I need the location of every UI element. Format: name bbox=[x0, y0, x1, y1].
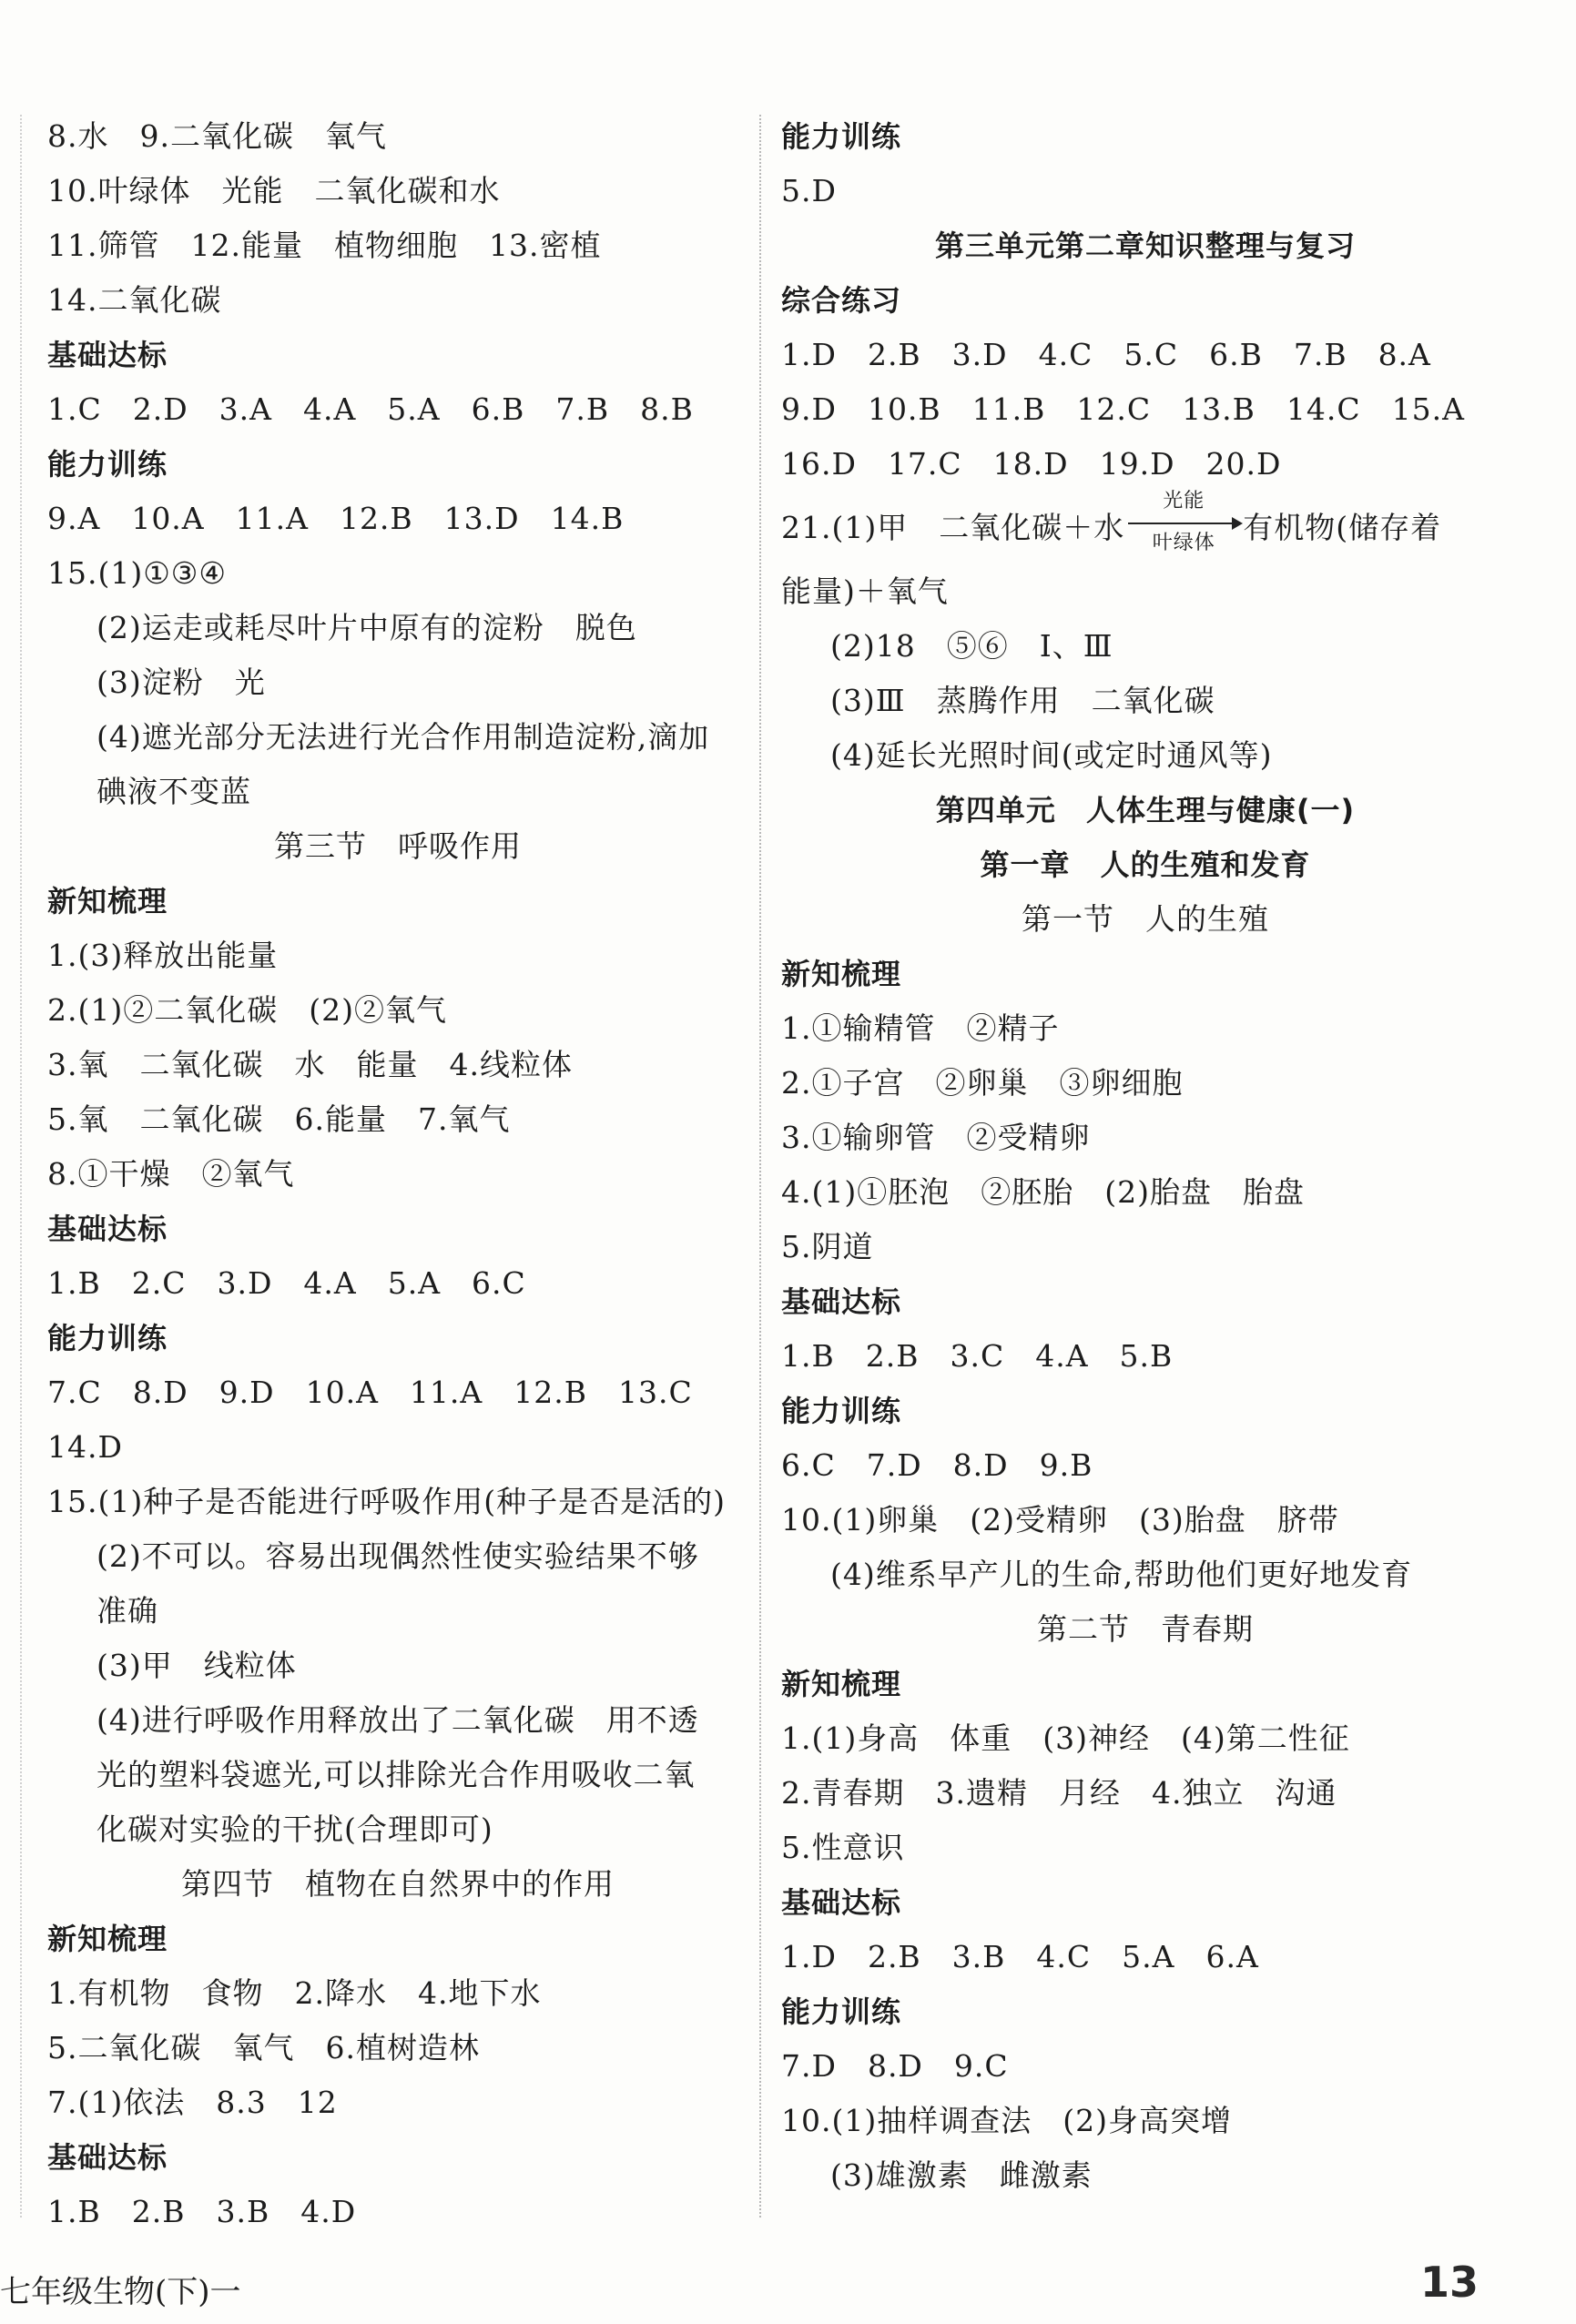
answer-line: 3.①输卵管 ②受精卵 bbox=[781, 1120, 1091, 1155]
chapter-title: 第三单元第二章知识整理与复习 bbox=[934, 228, 1356, 263]
right-column-upper bbox=[781, 109, 1510, 492]
answer-line: 2.青春期 3.遗精 月经 4.独立 沟通 bbox=[781, 1775, 1337, 1811]
section-heading: 能力训练 bbox=[781, 1994, 902, 2029]
chapter-title: 第四单元 人体生理与健康(一) bbox=[935, 793, 1356, 827]
answer-line: 5.氧 二氧化碳 6.能量 7.氧气 bbox=[47, 1101, 511, 1137]
answer-line: (4)延长光照时间(或定时通风等) bbox=[830, 737, 1273, 773]
answer-line: 2.(1)②二氧化碳 (2)②氧气 bbox=[47, 992, 447, 1028]
answer-line: 5.性意识 bbox=[781, 1830, 905, 1865]
arrow-condition-bottom: 叶绿体 bbox=[1152, 532, 1215, 554]
section-heading: 能力训练 bbox=[47, 1321, 168, 1355]
right-column bbox=[781, 109, 1510, 2203]
page-number: 13 bbox=[1420, 2258, 1479, 2307]
answer-line: 7.C 8.D 9.D 10.A 11.A 12.B 13.C bbox=[47, 1375, 693, 1410]
answer-line: 化碳对实验的干扰(合理即可) bbox=[97, 1812, 493, 1847]
answer-line: (4)遮光部分无法进行光合作用制造淀粉,滴加 bbox=[97, 719, 710, 755]
section-heading: 能力训练 bbox=[781, 119, 902, 154]
answer-line: 8.水 9.二氧化碳 氧气 bbox=[47, 118, 387, 154]
section-heading: 基础达标 bbox=[781, 1284, 902, 1319]
answer-line: (4)维系早产儿的生命,帮助他们更好地发育 bbox=[830, 1557, 1413, 1592]
chapter-title: 第三节 呼吸作用 bbox=[274, 828, 522, 864]
section-heading: 综合练习 bbox=[781, 283, 902, 318]
answer-line: (2)不可以。容易出现偶然性使实验结果不够 bbox=[97, 1538, 699, 1574]
answer-line: (2)运走或耗尽叶片中原有的淀粉 脱色 bbox=[97, 610, 637, 645]
answer-line: 15.(1)种子是否能进行呼吸作用(种子是否是活的) bbox=[47, 1484, 726, 1519]
answer-line: 10.(1)卵巢 (2)受精卵 (3)胎盘 脐带 bbox=[781, 1502, 1339, 1537]
arrow-icon bbox=[1128, 523, 1239, 524]
answer-line: 9.D 10.B 11.B 12.C 13.B 14.C 15.A bbox=[781, 391, 1465, 427]
reaction-arrow bbox=[1124, 490, 1243, 554]
section-heading: 新知梳理 bbox=[47, 884, 168, 918]
section-heading: 能力训练 bbox=[781, 1394, 902, 1428]
column-divider bbox=[759, 115, 761, 2217]
answer-line: 1.(1)身高 体重 (3)神经 (4)第二性征 bbox=[781, 1720, 1350, 1756]
footer-book-title: 七年级生物(下)一 bbox=[0, 2274, 241, 2310]
section-heading: 新知梳理 bbox=[781, 1667, 902, 1701]
answer-line: 1.D 2.B 3.D 4.C 5.C 6.B 7.B 8.A bbox=[781, 337, 1431, 372]
section-heading: 基础达标 bbox=[47, 338, 168, 372]
answer-line: 1.B 2.B 3.C 4.A 5.B bbox=[781, 1338, 1174, 1374]
answer-line: 16.D 17.C 18.D 19.D 20.D bbox=[781, 446, 1282, 482]
section-heading: 新知梳理 bbox=[781, 957, 902, 991]
answer-line: (3)Ⅲ 蒸腾作用 二氧化碳 bbox=[830, 683, 1215, 718]
left-margin-dots bbox=[20, 115, 22, 2217]
chapter-title: 第一节 人的生殖 bbox=[1022, 901, 1269, 937]
answer-line: 5.阴道 bbox=[781, 1229, 874, 1264]
answer-line: 1.①输精管 ②精子 bbox=[781, 1010, 1060, 1046]
section-heading: 能力训练 bbox=[47, 447, 168, 482]
answer-line: 碘液不变蓝 bbox=[97, 774, 251, 809]
answer-line: 14.D bbox=[47, 1429, 123, 1465]
equation-prefix: 21.(1)甲 二氧化碳＋水 bbox=[781, 510, 1125, 545]
answer-line: 3.氧 二氧化碳 水 能量 4.线粒体 bbox=[47, 1047, 573, 1082]
equation-line bbox=[781, 492, 1510, 564]
answer-line: 4.(1)①胚泡 ②胚胎 (2)胎盘 胎盘 bbox=[781, 1174, 1305, 1210]
left-column bbox=[47, 109, 748, 2239]
answer-line: (3)雄激素 雌激素 bbox=[830, 2157, 1093, 2193]
answer-line: 5.D bbox=[781, 173, 837, 208]
answer-line: (3)甲 线粒体 bbox=[97, 1648, 297, 1683]
answer-line: 10.(1)抽样调查法 (2)身高突增 bbox=[781, 2103, 1232, 2138]
answer-line: 8.①干燥 ②氧气 bbox=[47, 1156, 295, 1192]
answer-line: 能量)＋氧气 bbox=[781, 573, 949, 609]
section-heading: 基础达标 bbox=[781, 1885, 902, 1920]
answer-line: 15.(1)①③④ bbox=[47, 555, 227, 591]
answer-line: 7.D 8.D 9.C bbox=[781, 2048, 1009, 2084]
answer-line: 准确 bbox=[97, 1593, 158, 1629]
answer-line: 1.C 2.D 3.A 4.A 5.A 6.B 7.B 8.B bbox=[47, 391, 694, 427]
answer-line: 2.①子宫 ②卵巢 ③卵细胞 bbox=[781, 1065, 1184, 1101]
answer-line: 1.D 2.B 3.B 4.C 5.A 6.A bbox=[781, 1939, 1259, 1974]
chapter-title: 第四节 植物在自然界中的作用 bbox=[181, 1866, 615, 1902]
answer-line: (2)18 ⑤⑥ Ⅰ、Ⅲ bbox=[830, 628, 1113, 664]
answer-line: 1.(3)释放出能量 bbox=[47, 938, 279, 973]
section-heading: 新知梳理 bbox=[47, 1922, 168, 1956]
right-column-lower bbox=[781, 564, 1510, 2203]
answer-line: 14.二氧化碳 bbox=[47, 282, 222, 318]
arrow-condition-top: 光能 bbox=[1163, 490, 1205, 512]
answer-line: 7.(1)依法 8.3 12 bbox=[47, 2085, 338, 2120]
answer-line: 11.筛管 12.能量 植物细胞 13.密植 bbox=[47, 228, 602, 263]
answer-line: 1.有机物 食物 2.降水 4.地下水 bbox=[47, 1975, 542, 2011]
answer-line: 10.叶绿体 光能 二氧化碳和水 bbox=[47, 173, 501, 208]
answer-line: 9.A 10.A 11.A 12.B 13.D 14.B bbox=[47, 501, 625, 536]
chapter-title: 第二节 青春期 bbox=[1037, 1611, 1254, 1647]
answer-line: (4)进行呼吸作用释放出了二氧化碳 用不透 bbox=[97, 1702, 699, 1738]
chapter-title: 第一章 人的生殖和发育 bbox=[980, 847, 1311, 882]
answer-line: 5.二氧化碳 氧气 6.植树造林 bbox=[47, 2030, 480, 2065]
answer-line: (3)淀粉 光 bbox=[97, 665, 266, 700]
equation-suffix: 有机物(储存着 bbox=[1243, 510, 1442, 545]
section-heading: 基础达标 bbox=[47, 1212, 168, 1246]
answer-line: 光的塑料袋遮光,可以排除光合作用吸收二氧 bbox=[97, 1757, 696, 1792]
section-heading: 基础达标 bbox=[47, 2140, 168, 2175]
answer-line: 1.B 2.C 3.D 4.A 5.A 6.C bbox=[47, 1265, 526, 1301]
answer-line: 1.B 2.B 3.B 4.D bbox=[47, 2194, 357, 2229]
answer-line: 6.C 7.D 8.D 9.B bbox=[781, 1447, 1093, 1483]
